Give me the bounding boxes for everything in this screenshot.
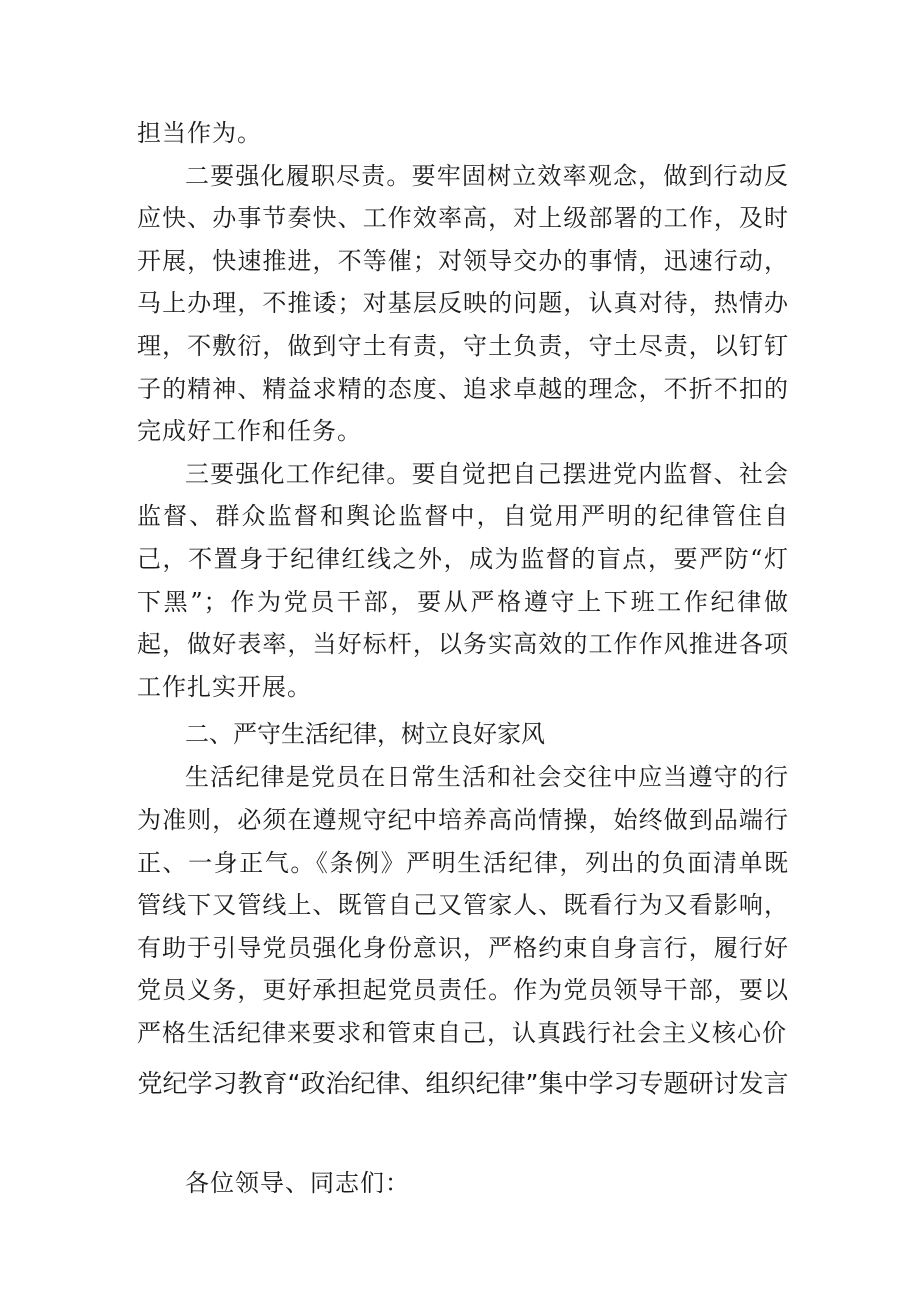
paragraph-duty: 二要强化履职尽责。要牢固树立效率观念，做到行动反应快、办事节奏快、工作效率高，对上级部署的工作，及时开展，快速推进，不等催；对领导交办的事情，迅速行动，马上办理，不推诿；对基层反映的问题，认真对待，热情办理，不敷衍，做到守土有责，守土负责，守土尽责，以钉钉子的精神、精益求精的态度、追求卓越的理念，不折不扣的完成好工作和任务。 bbox=[137, 161, 789, 446]
document-body bbox=[137, 112, 789, 1204]
next-document-title: 党纪学习教育“政治纪律、组织纪律”集中学习专题研讨发言 bbox=[137, 1069, 789, 1099]
section-heading: 二、严守生活纪律，树立良好家风 bbox=[185, 720, 545, 749]
paragraph-life-discipline: 生活纪律是党员在日常生活和社会交往中应当遵守的行为准则，必须在遵规守纪中培养高尚情操，始终做到品端行正、一身正气。《条例》严明生活纪律，列出的负面清单既管线下又管线上、既管自己又管家人、既看行为又看影响，有助于引导党员强化身份意识，严格约束自身言行，履行好党员义务，更好承担起党员责任。作为党员领导干部，要以严格生活纪律来要求和管束自己，认真践行社会主义核心价 bbox=[137, 763, 789, 1047]
paragraph-work-discipline: 三要强化工作纪律。要自觉把自己摆进党内监督、社会监督、群众监督和舆论监督中，自觉用严明的纪律管住自己，不置身于纪律红线之外，成为监督的盲点，要严防“灯下黑”；作为党员干部，要从严格遵守上下班工作纪律做起，做好表率，当好标杆，以务实高效的工作作风推进各项工作扎实开展。 bbox=[137, 459, 789, 701]
paragraph-continuation: 担当作为。 bbox=[137, 119, 262, 147]
greeting: 各位领导、同志们： bbox=[185, 1169, 410, 1198]
